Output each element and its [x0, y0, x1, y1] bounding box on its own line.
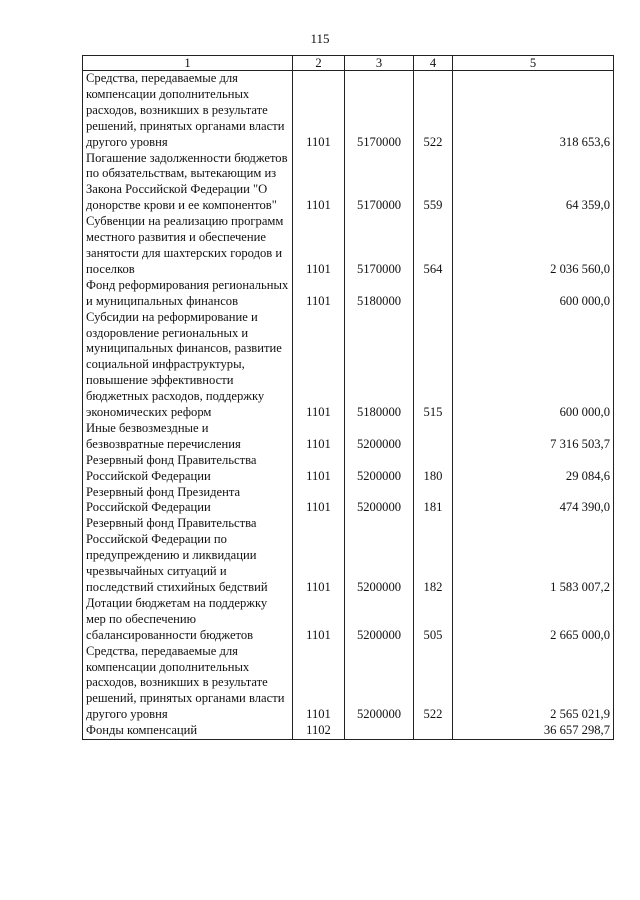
table-body [83, 71, 614, 740]
header-row [83, 56, 614, 71]
table-row [83, 310, 614, 421]
row-amount-cell: 64 359,0 [453, 151, 614, 215]
row-name-cell: Фонд реформирования региональных и муниципальных финансов [83, 278, 293, 310]
row-name-cell: Иные безвозмездные и безвозвратные перечисления [83, 421, 293, 453]
header-col-1: 1 [83, 56, 293, 71]
row-target-article-cell: 5170000 [345, 214, 414, 278]
table-row [83, 723, 614, 739]
row-expense-type-cell: 515 [414, 310, 453, 421]
row-amount-cell: 7 316 503,7 [453, 421, 614, 453]
table-row [83, 516, 614, 596]
row-name-cell: Погашение задолженности бюджетов по обязательствам, вытекающим из Закона Российской Федерации "О донорстве крови и ее компонентов" [83, 151, 293, 215]
row-section-cell: 1101 [293, 71, 345, 151]
row-name-cell: Резервный фонд Президента Российской Федерации [83, 485, 293, 517]
row-amount-cell: 474 390,0 [453, 485, 614, 517]
table-row [83, 596, 614, 644]
row-expense-type-cell [414, 421, 453, 453]
row-target-article-cell: 5180000 [345, 310, 414, 421]
row-amount-cell: 318 653,6 [453, 71, 614, 151]
table-row [83, 214, 614, 278]
row-name-cell: Средства, передаваемые для компенсации дополнительных расходов, возникших в результате решений, принятых органами власти другого уровня [83, 71, 293, 151]
row-amount-cell: 2 665 000,0 [453, 596, 614, 644]
row-target-article-cell: 5170000 [345, 151, 414, 215]
row-amount-cell: 600 000,0 [453, 310, 614, 421]
table-row [83, 71, 614, 151]
table-row [83, 644, 614, 724]
row-name-cell: Субвенции на реализацию программ местного развития и обеспечение занятости для шахтерских городов и поселков [83, 214, 293, 278]
row-section-cell: 1101 [293, 278, 345, 310]
table-row [83, 421, 614, 453]
row-amount-cell: 2 565 021,9 [453, 644, 614, 724]
table-row [83, 151, 614, 215]
row-target-article-cell: 5180000 [345, 278, 414, 310]
row-target-article-cell: 5200000 [345, 596, 414, 644]
row-expense-type-cell: 182 [414, 516, 453, 596]
row-expense-type-cell: 522 [414, 644, 453, 724]
row-target-article-cell: 5200000 [345, 516, 414, 596]
row-name-cell: Субсидии на реформирование и оздоровление региональных и муниципальных финансов, развитие социальной инфраструктуры, повышение эффективности бюджетных расходов, поддержку экономических реформ [83, 310, 293, 421]
header-col-4: 4 [414, 56, 453, 71]
row-expense-type-cell: 180 [414, 453, 453, 485]
table-row [83, 485, 614, 517]
row-expense-type-cell [414, 278, 453, 310]
row-expense-type-cell: 505 [414, 596, 453, 644]
row-section-cell: 1101 [293, 485, 345, 517]
row-amount-cell: 29 084,6 [453, 453, 614, 485]
header-col-2: 2 [293, 56, 345, 71]
row-amount-cell: 600 000,0 [453, 278, 614, 310]
row-name-cell: Фонды компенсаций [83, 723, 293, 739]
row-target-article-cell: 5200000 [345, 453, 414, 485]
table-row [83, 453, 614, 485]
row-expense-type-cell: 522 [414, 71, 453, 151]
row-expense-type-cell: 559 [414, 151, 453, 215]
row-expense-type-cell: 564 [414, 214, 453, 278]
row-name-cell: Резервный фонд Правительства Российской Федерации по предупреждению и ликвидации чрезвычайных ситуаций и последствий стихийных бедствий [83, 516, 293, 596]
page-number: 115 [310, 31, 330, 46]
header-col-5: 5 [453, 56, 614, 71]
row-expense-type-cell: 181 [414, 485, 453, 517]
row-target-article-cell [345, 723, 414, 739]
table-header [83, 56, 614, 71]
row-section-cell: 1101 [293, 214, 345, 278]
row-target-article-cell: 5200000 [345, 421, 414, 453]
row-section-cell: 1101 [293, 151, 345, 215]
table-row [83, 278, 614, 310]
row-amount-cell: 1 583 007,2 [453, 516, 614, 596]
row-section-cell: 1101 [293, 516, 345, 596]
row-section-cell: 1101 [293, 310, 345, 421]
row-name-cell: Резервный фонд Правительства Российской Федерации [83, 453, 293, 485]
row-target-article-cell: 5200000 [345, 644, 414, 724]
row-section-cell: 1102 [293, 723, 345, 739]
header-col-3: 3 [345, 56, 414, 71]
budget-table [82, 55, 614, 740]
row-amount-cell: 36 657 298,7 [453, 723, 614, 739]
row-section-cell: 1101 [293, 596, 345, 644]
row-section-cell: 1101 [293, 453, 345, 485]
row-target-article-cell: 5170000 [345, 71, 414, 151]
row-name-cell: Дотации бюджетам на поддержку мер по обеспечению сбалансированности бюджетов [83, 596, 293, 644]
row-expense-type-cell [414, 723, 453, 739]
row-name-cell: Средства, передаваемые для компенсации дополнительных расходов, возникших в результате решений, принятых органами власти другого уровня [83, 644, 293, 724]
row-amount-cell: 2 036 560,0 [453, 214, 614, 278]
row-section-cell: 1101 [293, 644, 345, 724]
row-target-article-cell: 5200000 [345, 485, 414, 517]
row-section-cell: 1101 [293, 421, 345, 453]
